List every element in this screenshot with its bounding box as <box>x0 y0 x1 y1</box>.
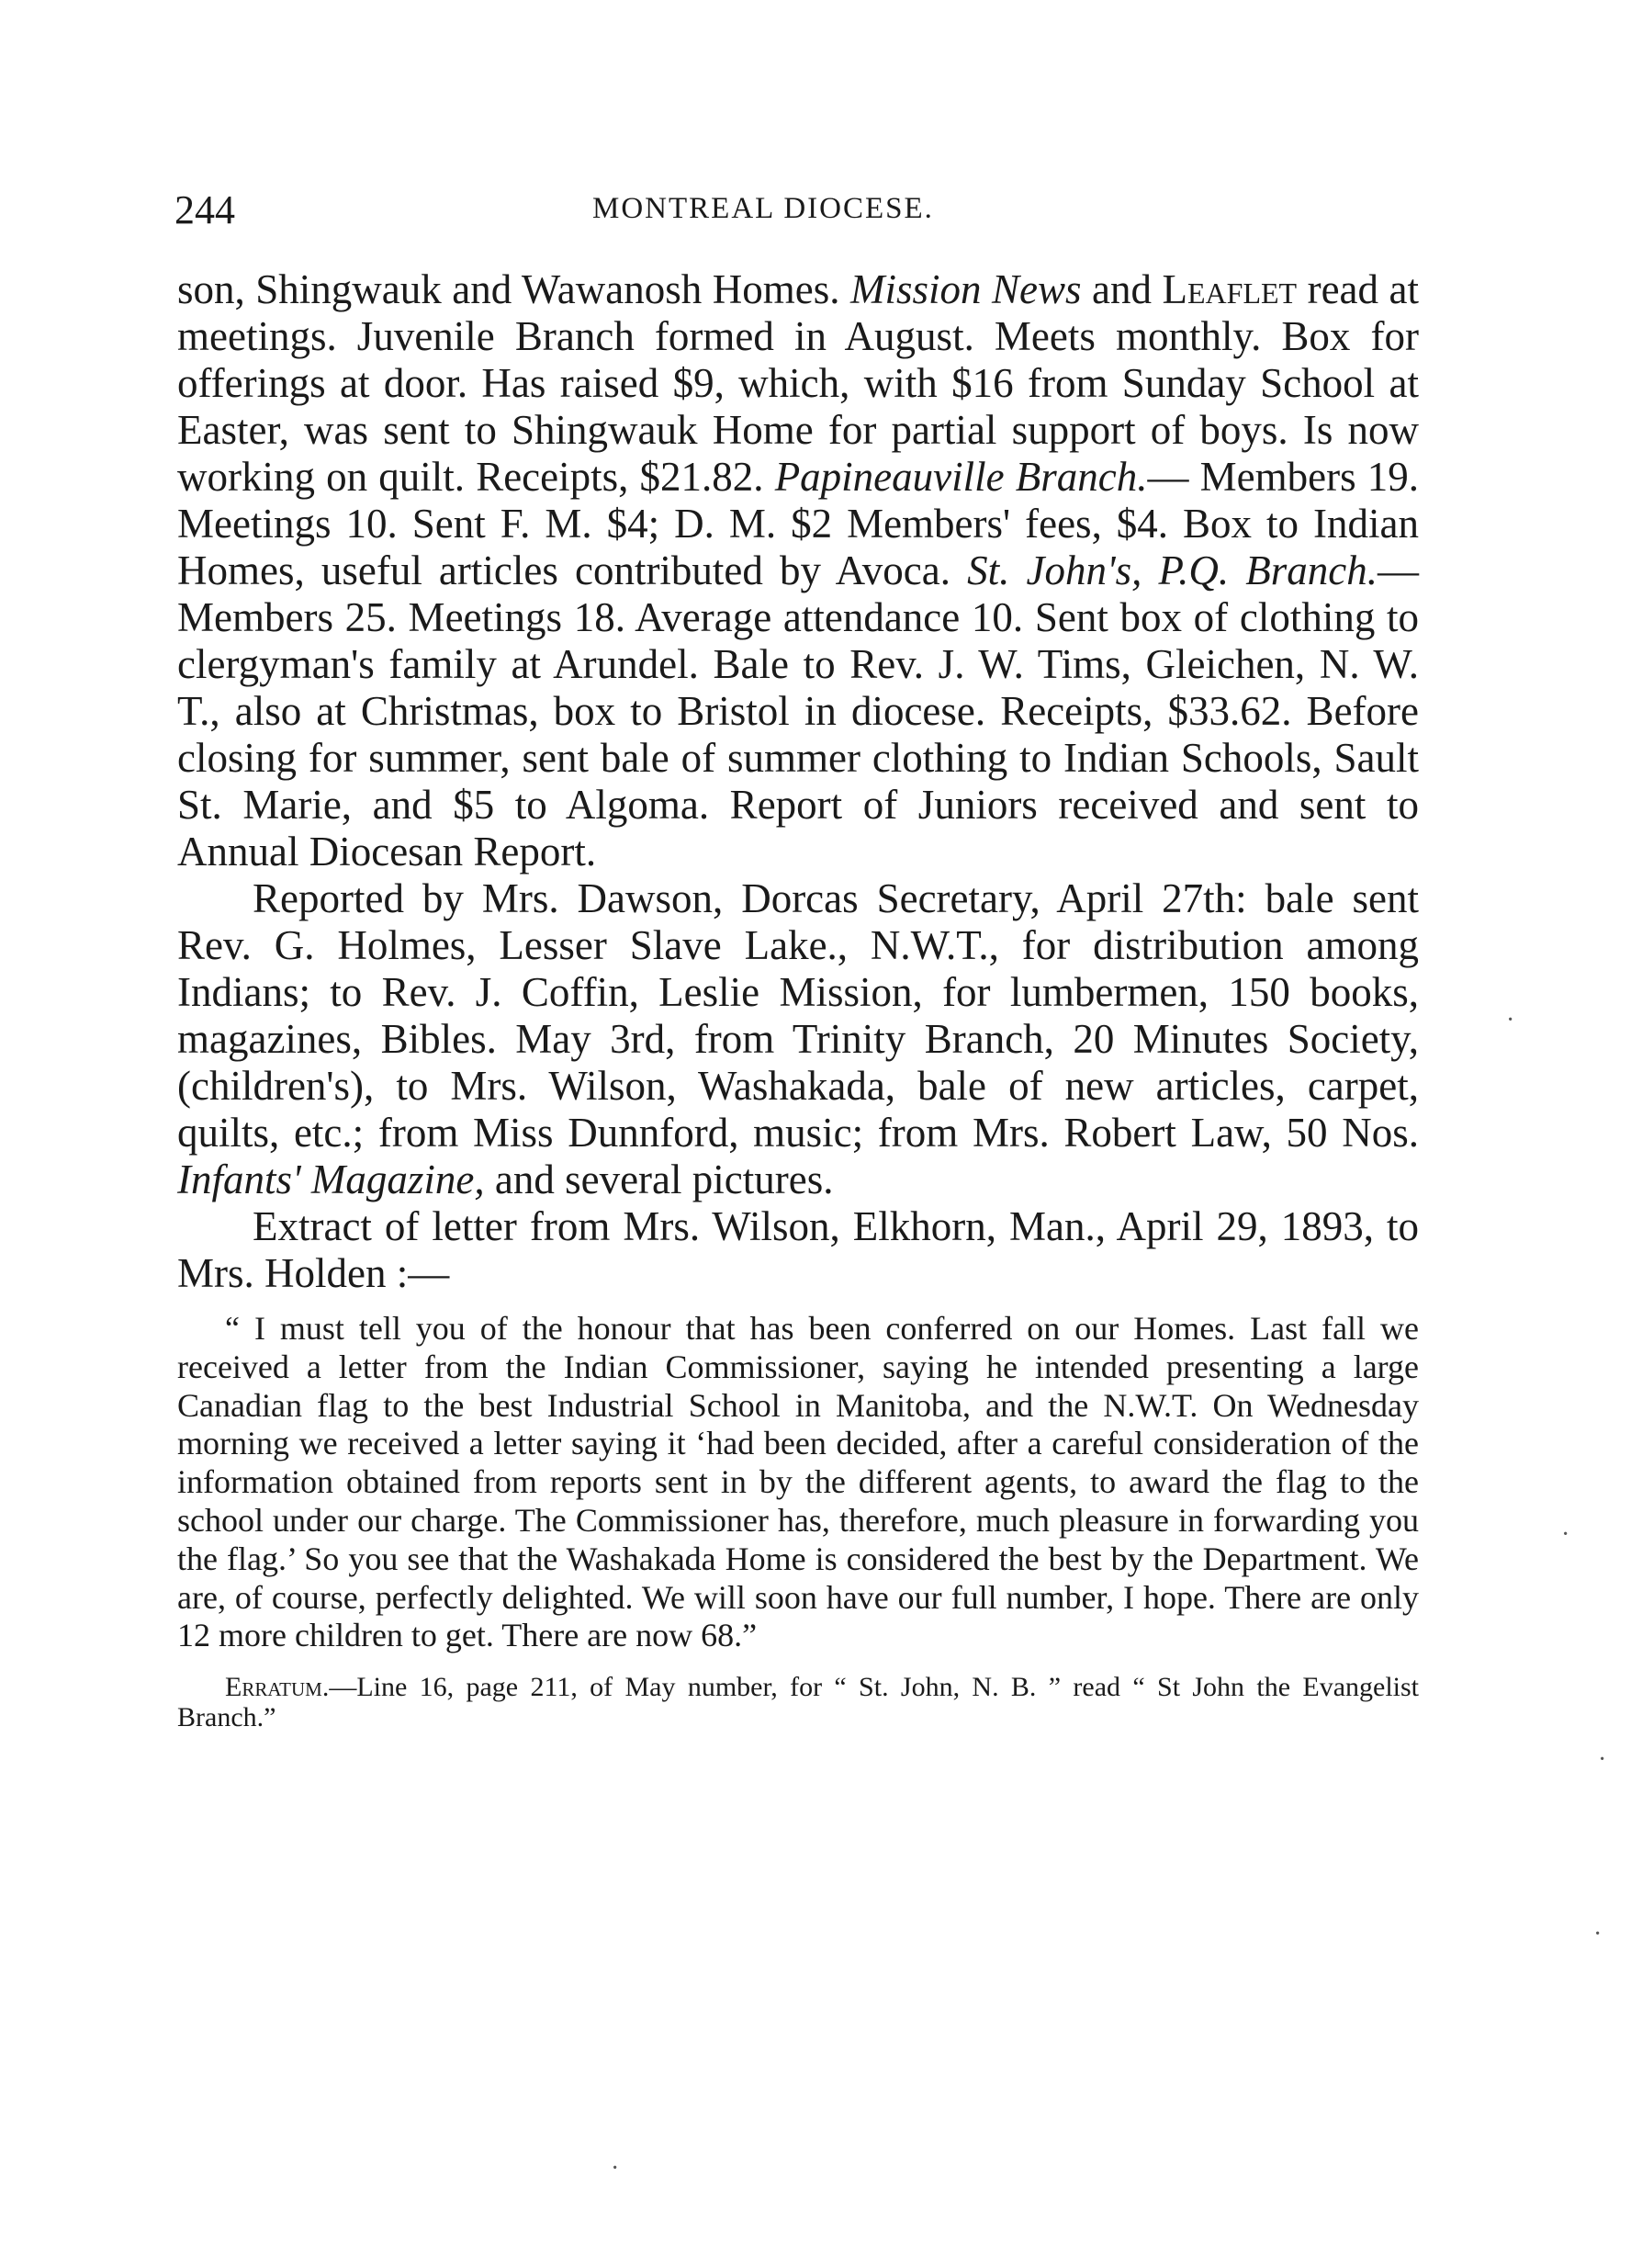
running-head <box>174 186 1414 242</box>
block-quote-letter: “ I must tell you of the honour that has been conferred on our Homes. Last fall we received a letter from the Indian Commissioner, saying he intended presenting a large Canadian flag to the best Industrial School in Manitoba, and the N.W.T. On Wednesday morning we received a letter saying it ‘had been decided, after a careful consideration of the information obtained from reports sent in by the different agents, to award the flag to the school under our charge. The Commissioner has, therefore, much pleasure in forwarding you the flag.’ So you see that the Washakada Home is considered the best by the Department. We are, of course, perfectly delighted. We will soon have our full number, I hope. There are only 12 more children to get. There are now 68.” <box>177 1310 1419 1654</box>
text-run: —Members 25. Meetings 18. Average attendance 10. Sent box of clothing to clergyman's family at Arundel. Bale to Rev. J. W. Tims, Gleichen, N. W. T., also at Christmas, box to Bristol in diocese. Receipts, $33.62. Before closing for summer, sent bale of summer clothing to Indian Schools, Sault St. Marie, and $5 to Algoma. Report of Juniors received and sent to Annual Diocesan Report. <box>177 547 1419 874</box>
margin-speck: · <box>1561 1520 1570 1549</box>
text-run: and several pictures. <box>484 1157 834 1202</box>
margin-speck: · <box>1506 1006 1515 1034</box>
erratum-text: —Line 16, page 211, of May number, for “ St. John, N. B. ” read “ St John the Evangelist Branch.” <box>177 1672 1419 1733</box>
erratum-label: Erratum. <box>225 1672 330 1703</box>
margin-speck: · <box>1598 1745 1607 1774</box>
erratum-note <box>177 1672 1419 1732</box>
italic-magazine-title: Infants' Magazine, <box>177 1157 485 1202</box>
text-run: Reported by Mrs. Dawson, Dorcas Secretary, April 27th: bale sent Rev. G. Holmes, Lesser Slave Lake., N.W.T., for distribution among Indians; to Rev. J. Coffin, Leslie Mission, for lumbermen, 150 books, magazines, Bibles. May 3rd, from Trinity Branch, 20 Minutes Society, (children's), to Mrs. Wilson, Washakada, bale of new articles, carpet, quilts, etc.; from Miss Dunnford, music; from Mrs. Robert Law, 50 Nos. <box>177 875 1419 1156</box>
running-title: MONTREAL DIOCESE. <box>592 192 934 225</box>
page-number: 244 <box>174 187 235 232</box>
text-run: — Members 19. Meetings 10. Sent F. M. $4; D. M. $2 Members' fees, $4. Box to Indian Homes, useful articles contributed by Avoca. <box>177 454 1419 593</box>
body-text <box>177 266 1419 1732</box>
margin-speck: · <box>1593 1920 1603 1948</box>
text-run: and <box>1081 266 1163 312</box>
paragraph-branch-reports <box>177 266 1419 875</box>
italic-branch-name: St. John's, P.Q. Branch. <box>967 547 1378 593</box>
paragraph-dorcas-report <box>177 875 1419 1203</box>
paragraph-letter-intro: Extract of letter from Mrs. Wilson, Elkhorn, Man., April 29, 1893, to Mrs. Holden :— <box>177 1203 1419 1296</box>
italic-branch-name: Papineauville Branch. <box>774 454 1148 500</box>
text-run: son, Shingwauk and Wawanosh Homes. <box>177 266 850 312</box>
small-caps-title: Leaflet <box>1162 266 1298 312</box>
text-run: read at meetings. Juvenile Branch formed in August. Meets monthly. Box for offerings at door. Has raised $9, which, with $16 from Sunday School at Easter, was sent to Shingwauk Home for partial support of boys. Is now working on quilt. Receipts, $21.82. <box>177 266 1419 500</box>
margin-speck: · <box>611 2154 620 2183</box>
italic-title: Mission News <box>849 266 1082 312</box>
